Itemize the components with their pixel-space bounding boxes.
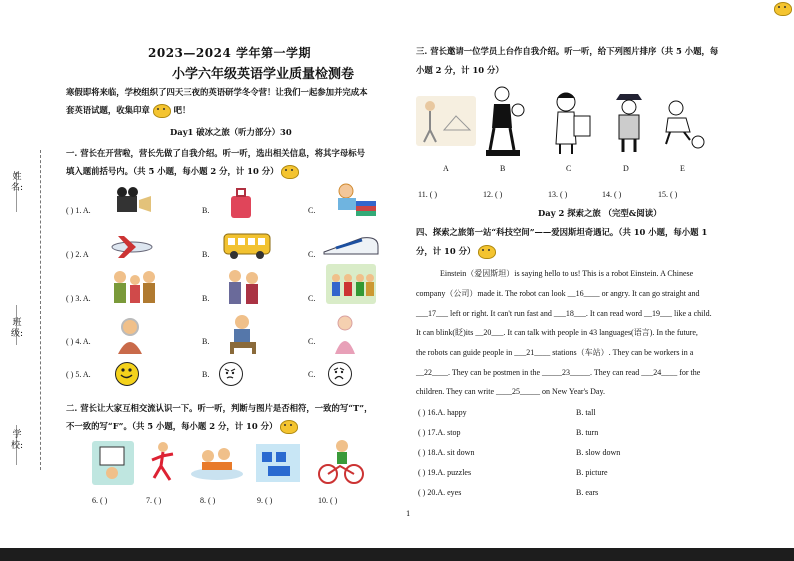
name-label: 姓名: <box>10 172 24 193</box>
intro-line-1: 寒假即将来临，学校组织了四天三夜的英语研学冬令营！让我们一起参加并完成本 <box>66 87 368 97</box>
q5-option-b-label: B. <box>202 370 210 379</box>
q1-label: ( ) 1. A. <box>66 206 91 215</box>
answer-15[interactable]: 15. ( ) <box>658 190 678 199</box>
school-label: 学校: <box>10 430 24 451</box>
girl-reading-books-picture <box>330 182 378 220</box>
q3-option-c-label: C. <box>308 294 316 303</box>
option-17-b[interactable]: B. turn <box>576 428 599 437</box>
corner-stamp-icon <box>774 2 792 16</box>
picture-letter-b: B <box>500 164 506 173</box>
day2-heading: Day 2 探索之旅 （完型&阅读） <box>538 208 662 218</box>
option-20-b[interactable]: B. ears <box>576 488 599 497</box>
picture-letter-a: A <box>443 164 449 173</box>
exam-year-title: 2023—2024 学年第一学期 <box>148 46 311 60</box>
grandparents-picture <box>222 266 264 308</box>
answer-9[interactable]: 9. ( ) <box>257 496 273 505</box>
grandfather-sitting-picture <box>224 312 262 354</box>
page-number: 1 <box>406 510 411 518</box>
running-girl-picture <box>146 440 180 486</box>
friends-group-picture <box>326 264 376 304</box>
option-18-b[interactable]: B. slow down <box>576 448 621 457</box>
teacher-with-board-picture <box>548 90 594 156</box>
answer-13[interactable]: 13. ( ) <box>548 190 568 199</box>
q3-label: ( ) 3. A. <box>66 294 91 303</box>
part4-instruction-2 <box>416 244 496 259</box>
q2-option-c-label: C. <box>308 250 316 259</box>
passage-line-3: ___17___ left or right. It can't run fast and ___18___. It can read word __19___ like a child. <box>416 309 712 318</box>
worried-face-icon <box>219 362 243 386</box>
q5-label: ( ) 5. A. <box>66 370 91 379</box>
option-17[interactable]: ( ) 17.A. stop <box>418 428 461 437</box>
building-blocks-picture <box>254 442 302 484</box>
picture-letter-d: D <box>623 164 629 173</box>
answer-14[interactable]: 14. ( ) <box>602 190 622 199</box>
answer-12[interactable]: 12. ( ) <box>483 190 503 199</box>
intro-line-2 <box>66 103 190 118</box>
passage-line-1: Einstein（爱因斯坦）is saying hello to us! This is a robot Einstein. A Chinese <box>440 269 694 278</box>
stamp-icon <box>153 104 171 118</box>
q2-label: ( ) 2. A <box>66 250 89 259</box>
answer-10[interactable]: 10. ( ) <box>318 496 338 505</box>
passage-line-6: __22____. They can be postmen in the _____23_____. They can read ___24____ for the <box>416 368 701 377</box>
part1-instruction-1: 一. 营长在开营啦，营长先做了自我介绍。听一听，选出相关信息，将其字母标号 <box>66 148 365 158</box>
happy-face-icon <box>115 362 139 386</box>
option-20[interactable]: ( ) 20.A. eyes <box>418 488 462 497</box>
stamp-icon <box>280 420 298 434</box>
day1-heading: Day1 破冰之旅（听力部分）30 <box>170 127 292 137</box>
sledding-kids-picture <box>188 440 246 484</box>
picture-letter-c: C <box>566 164 572 173</box>
high-speed-train-picture <box>322 230 380 260</box>
answer-6[interactable]: 6. ( ) <box>92 496 108 505</box>
q1-option-c-label: C. <box>308 206 316 215</box>
part1-instruction-2 <box>66 164 299 179</box>
option-19-b[interactable]: B. picture <box>576 468 608 477</box>
police-officer-picture <box>610 90 648 156</box>
intro-text: 套英语试题，收集印章 <box>66 105 150 115</box>
grandmother-picture <box>112 316 148 356</box>
family-picture <box>110 268 158 308</box>
school-bus-picture <box>222 230 272 260</box>
drawing-old-man-picture <box>416 96 476 146</box>
exam-subject-title: 小学六年级英语学业质量检测卷 <box>172 67 355 82</box>
sad-face-icon <box>328 362 352 386</box>
answer-11[interactable]: 11. ( ) <box>418 190 438 199</box>
passage-line-7: children. They can write ____25_____ on New Year's Day. <box>416 387 605 396</box>
q4-option-c-label: C. <box>308 337 316 346</box>
option-16[interactable]: ( ) 16.A. happy <box>418 408 467 417</box>
option-18[interactable]: ( ) 18.A. sit down <box>418 448 475 457</box>
part2-instruction-2-text: 不一致的写“F”。（共 5 小题，每小题 2 分，计 10 分） <box>66 421 278 431</box>
option-19[interactable]: ( ) 19.A. puzzles <box>418 468 472 477</box>
airplane-picture <box>110 233 154 261</box>
class-label: 班级: <box>10 318 24 339</box>
computer-kid-picture <box>92 441 134 485</box>
football-player-picture <box>480 84 526 160</box>
bottom-scan-bar <box>0 548 794 561</box>
picture-letter-e: E <box>680 164 685 173</box>
q4-option-b-label: B. <box>202 337 210 346</box>
boy-cycling-picture <box>318 438 364 486</box>
part1-instruction-2-text: 填入题前括号内。（共 5 小题，每小题 2 分，计 10 分） <box>66 166 279 176</box>
q3-option-b-label: B. <box>202 294 210 303</box>
stamp-icon <box>478 245 496 259</box>
binding-dashed-line <box>40 150 41 470</box>
q4-label: ( ) 4. A. <box>66 337 91 346</box>
suitcase-picture <box>227 186 255 220</box>
boy-playing-football-picture <box>656 96 706 150</box>
passage-line-4: It can blink(眨)its __20___. It can talk with people in 43 languages(语言). In the future, <box>416 328 698 337</box>
stamp-icon <box>281 165 299 179</box>
answer-7[interactable]: 7. ( ) <box>146 496 162 505</box>
answer-8[interactable]: 8. ( ) <box>200 496 216 505</box>
q1-option-b-label: B. <box>202 206 210 215</box>
q5-option-c-label: C. <box>308 370 316 379</box>
option-16-b[interactable]: B. tall <box>576 408 596 417</box>
q2-option-b-label: B. <box>202 250 210 259</box>
movie-camera-picture <box>113 184 155 218</box>
passage-line-5: the robots can guide people in ___21____ stations（车站）. They can be workers in a <box>416 348 694 357</box>
intro-text-end: 吧！ <box>173 105 191 115</box>
part4-instruction-2-text: 分，计 10 分） <box>416 246 476 256</box>
part3-instruction-2: 小题 2 分，计 10 分） <box>416 65 504 75</box>
part3-instruction-1: 三. 营长邀请一位学员上台作自我介绍。听一听，给下列图片排序（共 5 小题，每 <box>416 46 719 56</box>
part4-instruction-1: 四、探索之旅第一站“科技空间”——爱因斯坦奇遇记。（共 10 小题，每小题 1 <box>416 227 708 237</box>
passage-line-2: company（公司）made it. The robot can look __16____ or angry. It can go straight and <box>416 289 700 298</box>
woman-picture <box>330 314 360 356</box>
part2-instruction-2 <box>66 419 298 434</box>
part2-instruction-1: 二. 营长让大家互相交流认识一下。听一听，判断与图片是否相符，一致的写“T”， <box>66 403 373 413</box>
